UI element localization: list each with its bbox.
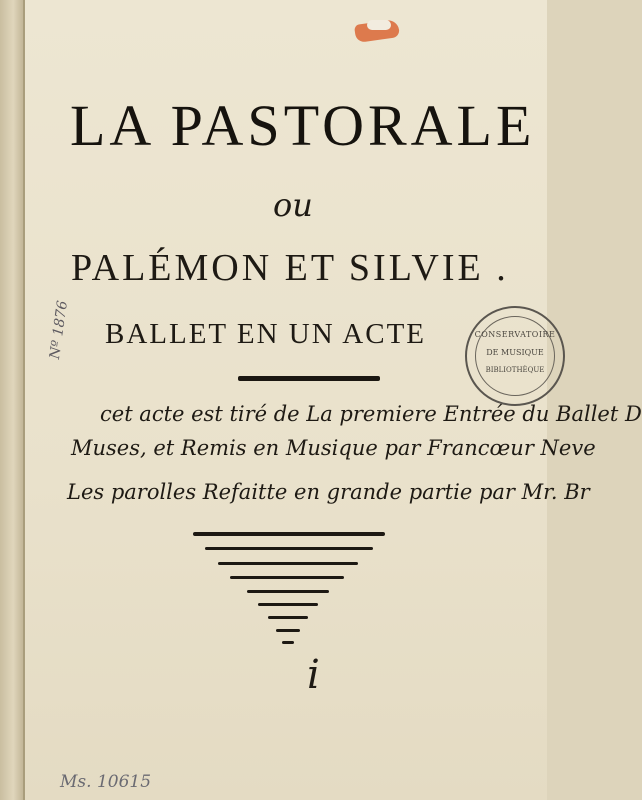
stamp-line-1: CONSERVATOIRE [474,330,556,339]
title-rule [238,376,380,381]
note-line-2: Muses, et Remis en Musique par Francœur Neve [71,436,596,460]
tailpiece-bar [205,547,373,550]
page-title: LA PASTORALE [70,93,536,158]
tailpiece-bar [193,532,385,536]
end-mark: i [307,652,320,698]
page-tab-highlight [367,20,391,30]
tailpiece-bar [247,590,329,593]
library-stamp [465,306,565,406]
tailpiece-bar [276,629,300,632]
title-conjunction: ou [273,186,313,224]
margin-note: Nº 1876 [47,299,72,361]
tailpiece-bar [218,562,358,565]
tailpiece-bar [230,576,344,579]
tailpiece-bar [268,616,308,619]
note-line-1: cet acte est tiré de La premiere Entrée du Ballet D [100,402,642,426]
page-subtitle: PALÉMON ET SILVIE . [71,247,509,289]
tailpiece-bar [282,641,294,644]
manuscript-page [25,0,642,800]
shelfmark-label: Ms. 10615 [60,772,152,792]
note-line-3: Les parolles Refaitte en grande partie par Mr. Br [67,480,590,504]
genre-line: BALLET EN UN ACTE [105,318,427,350]
stamp-line-3: BIBLIOTHÈQUE [485,366,545,374]
tailpiece-bar [258,603,318,606]
stamp-line-2: DE MUSIQUE [486,348,544,357]
book-spine [0,0,24,800]
